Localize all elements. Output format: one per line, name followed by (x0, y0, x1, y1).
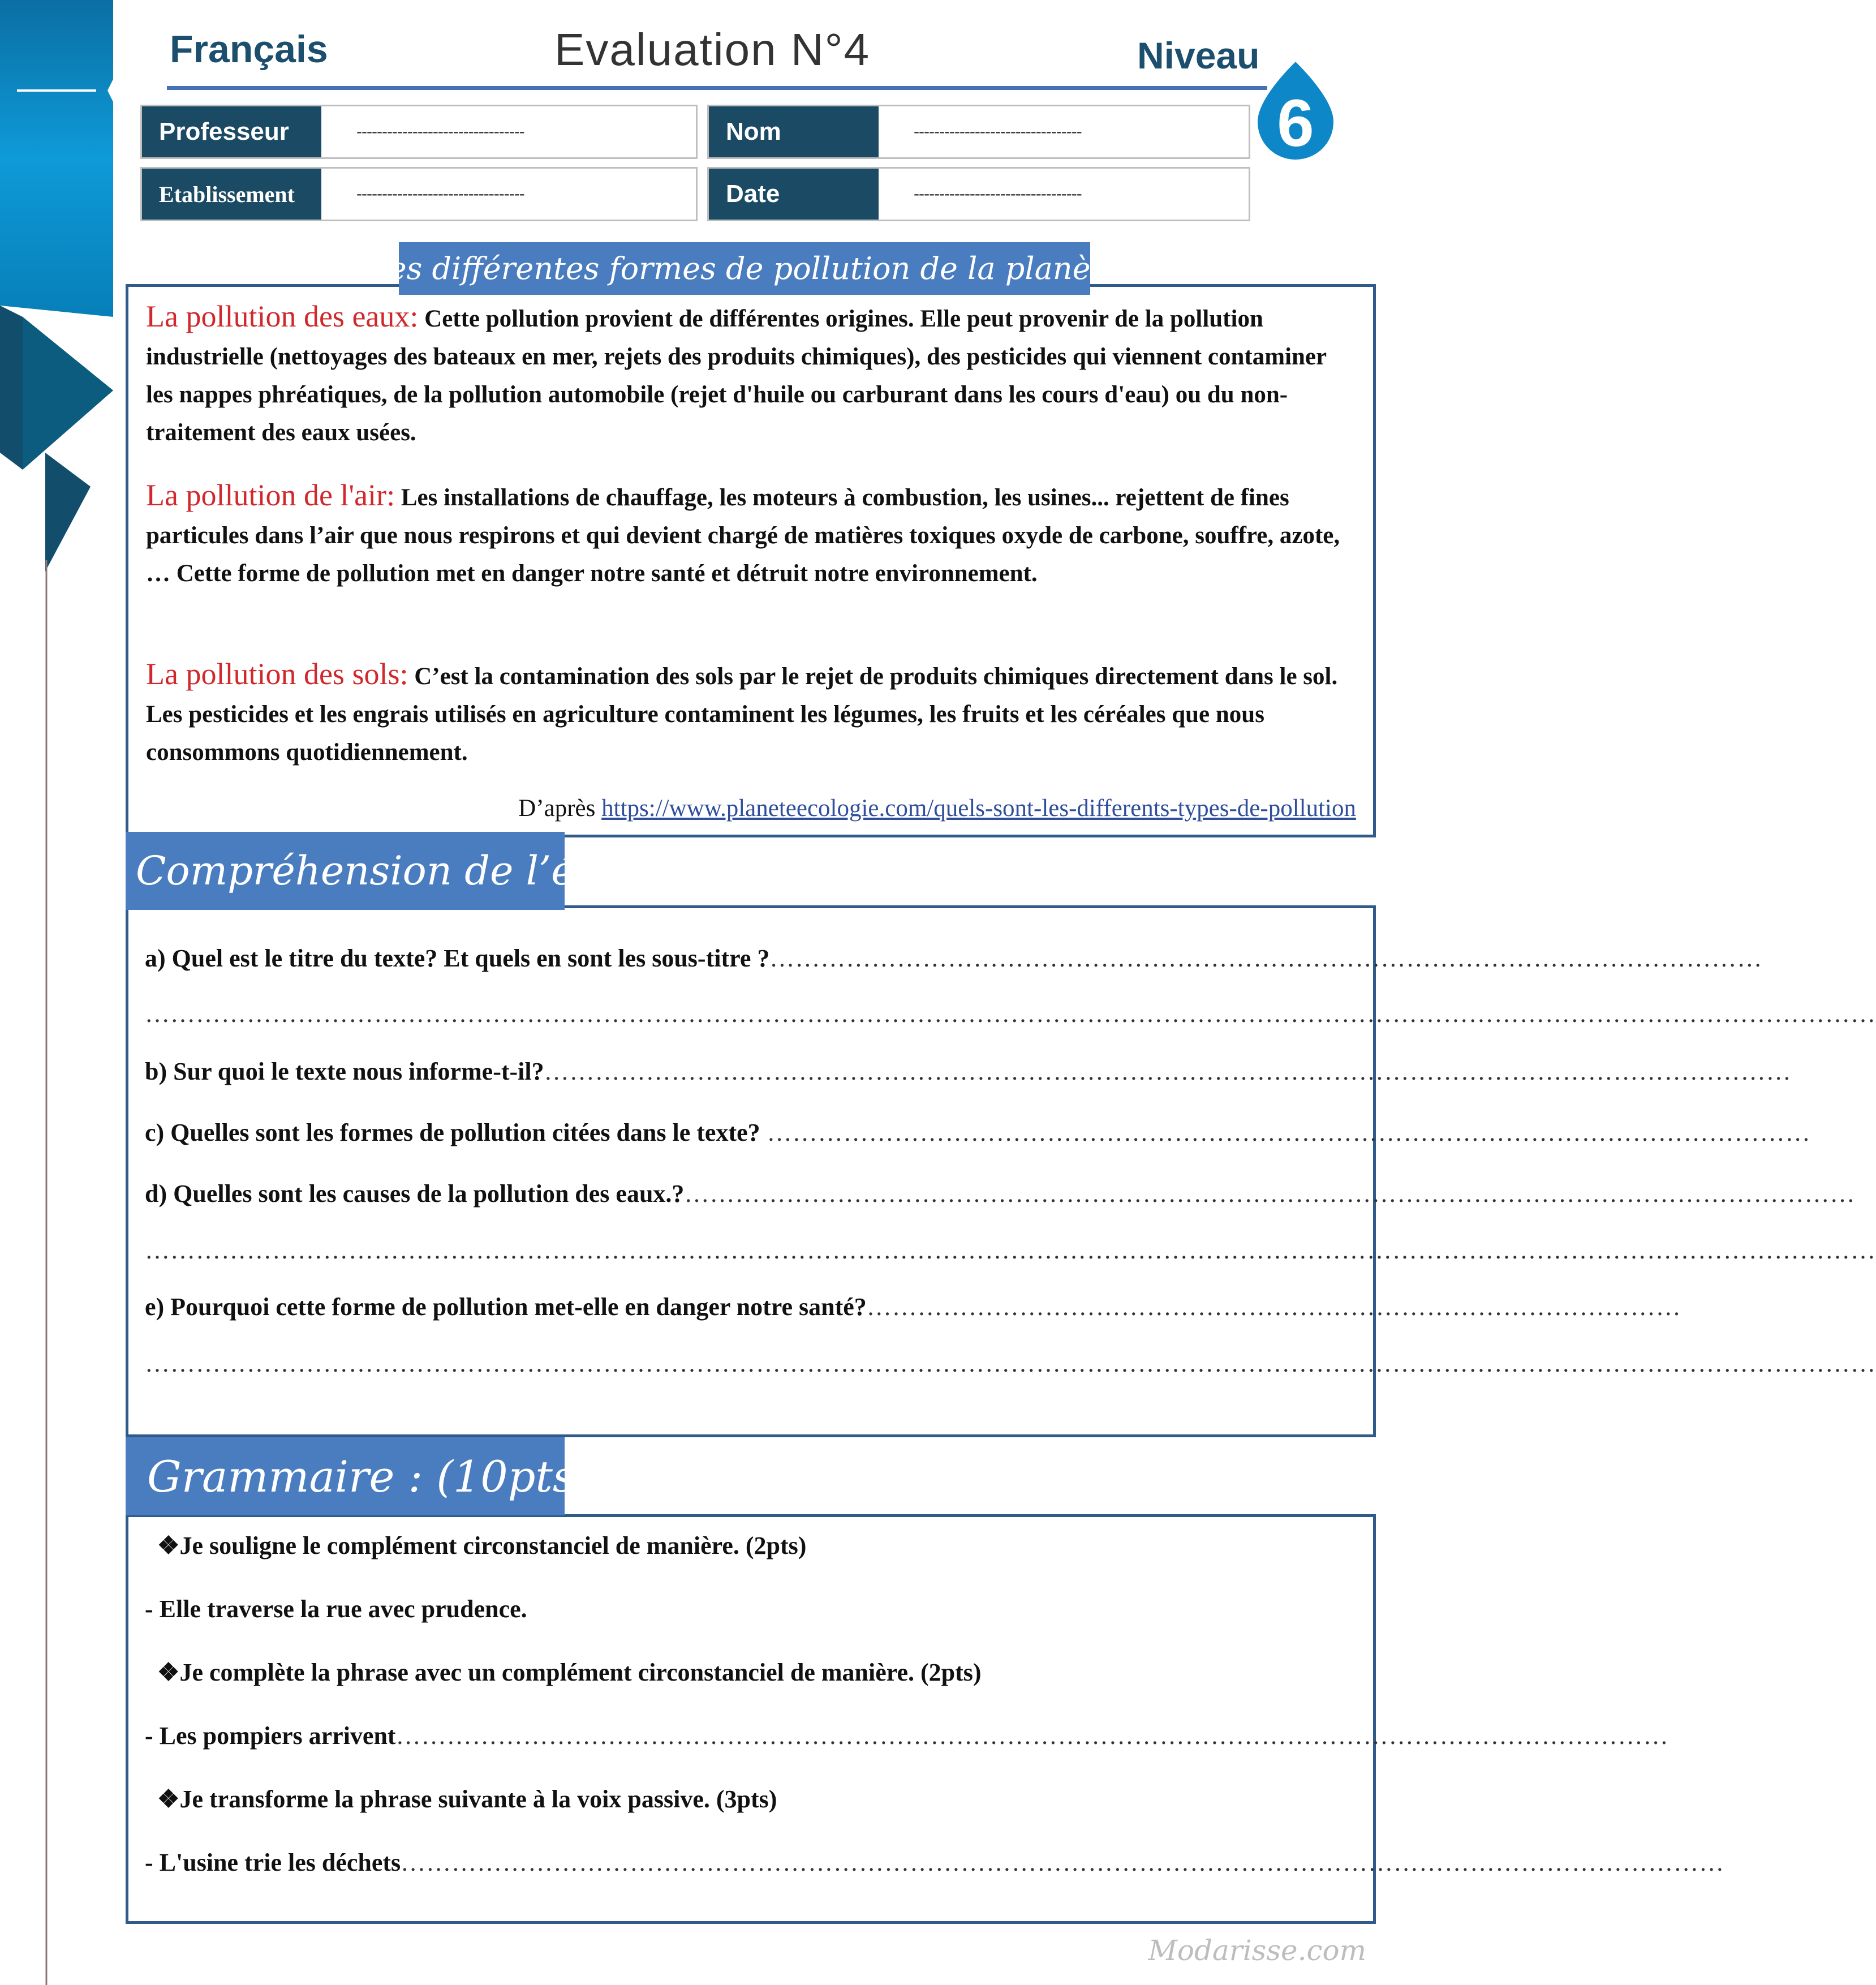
info-professeur (140, 105, 698, 159)
answer-line[interactable]: …………………………………………………………………………………… (866, 1293, 1681, 1321)
question-d (145, 1179, 1856, 1208)
source-citation (518, 794, 1356, 822)
grammar-instruction-1: ❖Je souligne le complément circonstanciel de manière. (2pts) (157, 1532, 807, 1559)
body-sols: C’est la contamination des sols par le rejet de produits chimiques directement dans le sol. Les pesticides et les engrais utilisés en agriculture contaminent les légumes, les fruits et les céréales que nous consommons quotidiennement. (146, 663, 1338, 766)
nom-label: Nom (709, 106, 879, 157)
answer-line[interactable]: …………………………………………………………………………………………………………… (760, 1119, 1811, 1146)
watermark: Modarisse.com (1148, 1934, 1366, 1967)
question-c-text: c) Quelles sont les formes de pollution citées dans le texte? (145, 1119, 760, 1146)
evaluation-title: Evaluation N°4 (554, 24, 871, 75)
question-b (145, 1057, 1792, 1086)
question-e-text: e) Pourquoi cette forme de pollution met-elle en danger notre santé? (145, 1293, 867, 1321)
professeur-field[interactable]: --------------------------------- (356, 122, 524, 141)
grammar-instruction-2: ❖Je complète la phrase avec un complément circonstanciel de manière. (2pts) (157, 1659, 982, 1686)
info-nom (707, 105, 1250, 159)
level-number: 6 (1277, 86, 1314, 161)
grammar-instruction-3: ❖Je transforme la phrase suivante à la voix passive. (3pts) (157, 1785, 777, 1813)
answer-line[interactable]: ………………………………………………………………………………………………………………………… (684, 1180, 1856, 1208)
answer-line[interactable]: ………………………………………………………………………………………………………………………………… (544, 1058, 1792, 1085)
etablissement-label: Etablissement (142, 169, 321, 220)
left-decoration (0, 0, 136, 1985)
paragraph-eaux (146, 298, 1357, 452)
grammar-sentence-2 (145, 1721, 1669, 1750)
grammar-sentence-1: - Elle traverse la rue avec prudence. (145, 1595, 527, 1623)
question-e (145, 1292, 1681, 1321)
professeur-label: Professeur (142, 106, 321, 157)
heading-eaux: La pollution des eaux: (146, 299, 419, 333)
text-section-title: Les différentes formes de pollution de la planète (399, 242, 1090, 295)
heading-air: La pollution de l'air: (146, 478, 395, 512)
grammar-sentence-2-text: - Les pompiers arrivent (145, 1722, 396, 1750)
body-eaux: Cette pollution provient de différentes origines. Elle peut provenir de la pollution industrielle (nettoyages des bateaux en mer, rejets des produits chimiques), des pesticides qui viennent contaminer les nappes phréatiques, de la pollution automobile (rejet d'huile ou carburant dans les cours d'eau) ou du non-traitement des eaux usées. (146, 306, 1327, 446)
header-divider (167, 86, 1267, 90)
question-c (145, 1118, 1811, 1147)
answer-line[interactable]: …………………………………………………………………………………………………………………………………………………………………………………… (145, 1000, 1876, 1028)
answer-line[interactable]: ………………………………………………………………………………………………………………………………………… (401, 1849, 1725, 1876)
info-etablissement (140, 167, 698, 221)
date-field[interactable]: --------------------------------- (914, 184, 1082, 203)
comprehension-title: Compréhension de l’écrit (10pts) (126, 832, 565, 910)
paragraph-sols (146, 655, 1357, 771)
question-a (145, 944, 1763, 973)
grammaire-title: Grammaire : (10pts) (126, 1437, 565, 1515)
answer-line[interactable]: …………………………………………………………………………………………………………………………………………………………………………………… (145, 1236, 1876, 1264)
nom-field[interactable]: --------------------------------- (914, 122, 1082, 141)
info-date (707, 167, 1250, 221)
answer-line[interactable]: ……………………………………………………………………………………………………… (769, 944, 1763, 972)
source-prefix: D’après (518, 795, 602, 822)
grammar-sentence-3-text: - L'usine trie les déchets (145, 1849, 401, 1876)
date-label: Date (709, 169, 879, 220)
grammar-sentence-3 (145, 1848, 1725, 1877)
source-link[interactable]: https://www.planeteecologie.com/quels-sont-les-differents-types-de-pollution (601, 795, 1356, 822)
niveau-label: Niveau (1137, 35, 1260, 76)
question-a-text: a) Quel est le titre du texte? Et quels en sont les sous-titre ? (145, 944, 770, 972)
answer-line[interactable]: …………………………………………………………………………………………………………………………………… (395, 1722, 1669, 1750)
question-d-text: d) Quelles sont les causes de la pollution des eaux.? (145, 1180, 685, 1208)
subject-title: Français (170, 28, 328, 71)
etablissement-field[interactable]: --------------------------------- (356, 184, 524, 203)
question-b-text: b) Sur quoi le texte nous informe-t-il? (145, 1058, 544, 1085)
paragraph-air (146, 476, 1357, 592)
answer-line[interactable]: …………………………………………………………………………………………………………………………………………………………………………………… (145, 1350, 1876, 1377)
body-air: Les installations de chauffage, les moteurs à combustion, les usines... rejettent de fines particules dans l’air que nous respirons et qui devient chargé de matières toxiques oxyde de carbone, souffre, azote, … Cette forme de pollution met en danger notre santé et détruit notre environnement. (146, 484, 1340, 587)
heading-sols: La pollution des sols: (146, 657, 408, 691)
